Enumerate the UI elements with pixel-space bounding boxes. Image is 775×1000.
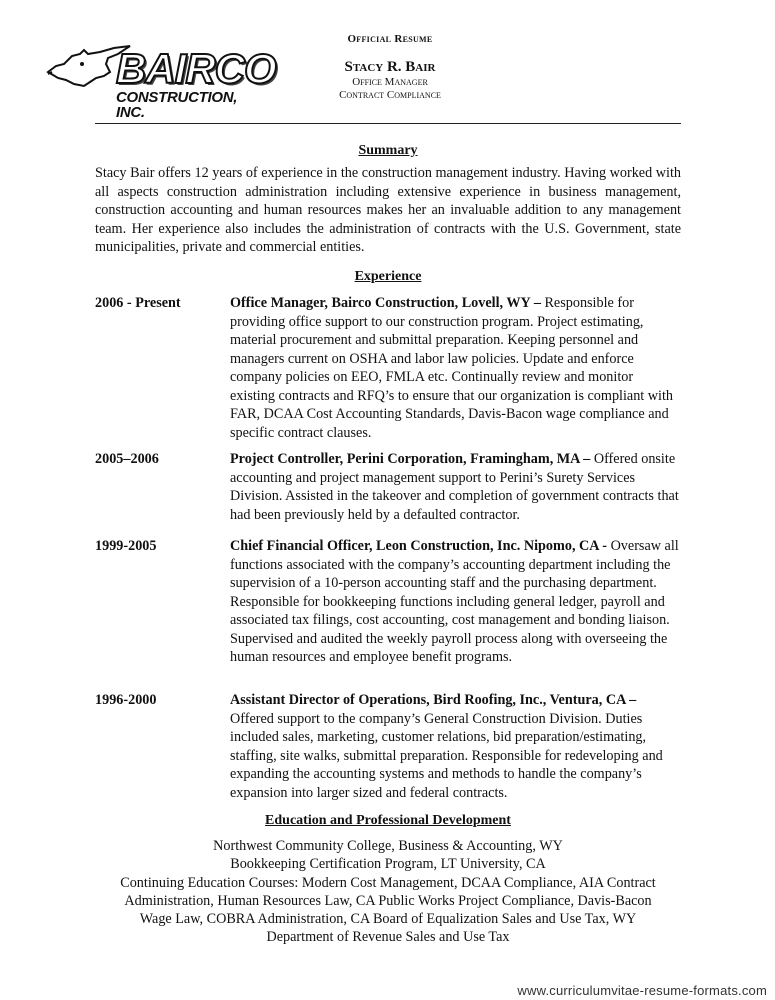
job-title: Assistant Director of Operations, Bird Roofing, Inc., Ventura, CA – <box>230 692 637 708</box>
education-heading: Education and Professional Development <box>265 813 511 828</box>
experience-heading: Experience <box>354 269 422 284</box>
job-date: 1996-2000 <box>95 692 157 708</box>
job-description: Oversaw all functions associated with the company’s accounting department including the supervision of a 10-person accounting staff and the purchasing department. Responsible for bookkeeping functions including general ledger, payroll and associated tax filings, cost accounting, cost management and bonding liaison. Supervised and audited the weekly payroll process along with overseeing the human resources and employee benefit programs. <box>230 538 679 665</box>
resume-header <box>290 33 490 102</box>
education-line: Department of Revenue Sales and Use Tax <box>266 929 510 946</box>
job-title: Chief Financial Officer, Leon Construction, Inc. Nipomo, CA - <box>230 538 608 554</box>
job-body <box>230 691 680 802</box>
education-list <box>95 837 681 947</box>
job-description: Offered onsite accounting and project management support to Perini’s Surety Services Division. Assisted in the takeover and completion of government contracts that had been previously held by a defaulted contractor. <box>230 451 679 523</box>
education-line: Continuing Education Courses: Modern Cost Management, DCAA Compliance, AIA Contract <box>120 874 656 891</box>
logo-sub-text: CONSTRUCTION, INC. <box>116 89 238 121</box>
summary-heading: Summary <box>358 143 418 158</box>
job-body <box>230 294 680 442</box>
education-line: Northwest Community College, Business & Accounting, WY <box>213 838 563 854</box>
header-divider <box>95 123 681 124</box>
job-description: Offered support to the company’s General Construction Division. Duties included sales, marketing, customer relations, bid preparation/estimating, staffing, site walks, submittal preparation. Responsible for redeveloping and expanding the accounting systems and methods to handle the company’s expansion into larger sized and federal contracts. <box>230 710 663 801</box>
company-logo <box>44 40 276 121</box>
job-description: Responsible for providing office support to our construction program. Project estimating, material procurement and submittal preparation. Keeping personnel and managers current on OSHA and labor law policies. Update and enforce company policies on EEO, FMLA etc. Continually review and monitor existing contracts and RFQ’s to ensure that our organization is compliant with FAR, DCAA Cost Accounting Standards, Davis-Bacon wage compliance and specific contract clauses. <box>230 295 674 441</box>
job-title: Office Manager, Bairco Construction, Lovell, WY – <box>230 295 541 311</box>
source-watermark: www.curriculumvitae-resume-formats.com <box>517 983 767 998</box>
candidate-name: Stacy R. Bair <box>344 59 436 75</box>
education-line: Wage Law, COBRA Administration, CA Board of Equalization Sales and Use Tax, WY <box>139 911 637 928</box>
job-title: Project Controller, Perini Corporation, Framingham, MA – <box>230 451 591 467</box>
job-date: 2005–2006 <box>95 451 159 467</box>
doc-label: Official Resume <box>347 33 433 45</box>
job-body <box>230 537 680 667</box>
summary-text: Stacy Bair offers 12 years of experience in the construction management industry. Having worked with all aspects construction administration including extensive experience in business management, construction accounting and human resources makes her an invaluable addition to any management team. Her experience also includes the administration of contracts with the U.S. Government, state municipalities, private and commercial entities. <box>95 165 681 255</box>
job-date: 2006 - Present <box>95 295 181 311</box>
education-line: Administration, Human Resources Law, CA Public Works Project Compliance, Davis-Bacon <box>124 892 652 909</box>
logo-brand-text: BAIRCO <box>116 45 276 92</box>
education-line: Bookkeeping Certification Program, LT University, CA <box>230 856 546 873</box>
job-body <box>230 450 680 524</box>
job-date: 1999-2005 <box>95 538 157 554</box>
role-line-2: Contract Compliance <box>339 89 441 102</box>
role-line-1: Office Manager <box>352 76 428 88</box>
